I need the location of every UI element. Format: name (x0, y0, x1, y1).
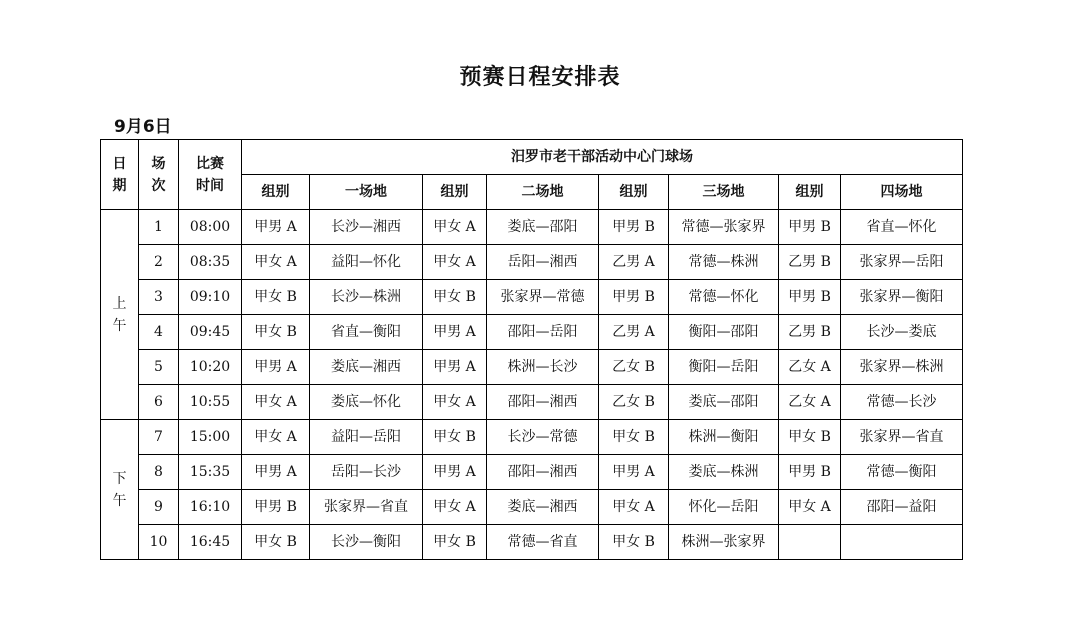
match-time: 16:45 (179, 525, 242, 560)
match-number: 9 (139, 490, 179, 525)
matchup-cell: 株洲—长沙 (487, 350, 599, 385)
matchup-cell: 张家界—岳阳 (841, 245, 963, 280)
header-group: 组别 (779, 175, 841, 210)
match-time: 09:45 (179, 315, 242, 350)
group-cell: 甲女 A (242, 420, 310, 455)
matchup-cell: 怀化—岳阳 (669, 490, 779, 525)
matchup-cell: 常德—张家界 (669, 210, 779, 245)
table-row (101, 245, 963, 280)
header-court: 二场地 (487, 175, 599, 210)
matchup-cell: 张家界—衡阳 (841, 280, 963, 315)
match-time: 08:00 (179, 210, 242, 245)
matchup-cell: 衡阳—岳阳 (669, 350, 779, 385)
header-court: 四场地 (841, 175, 963, 210)
table-row (101, 315, 963, 350)
matchup-cell: 邵阳—岳阳 (487, 315, 599, 350)
table-row (101, 490, 963, 525)
matchup-cell: 长沙—株洲 (310, 280, 423, 315)
header-court: 一场地 (310, 175, 423, 210)
match-number: 8 (139, 455, 179, 490)
matchup-cell: 长沙—常德 (487, 420, 599, 455)
match-number: 6 (139, 385, 179, 420)
match-time: 08:35 (179, 245, 242, 280)
group-cell: 甲男 B (242, 490, 310, 525)
header-group: 组别 (242, 175, 310, 210)
matchup-cell: 省直—衡阳 (310, 315, 423, 350)
group-cell: 甲女 A (242, 245, 310, 280)
matchup-cell: 娄底—邵阳 (487, 210, 599, 245)
session-label: 上 午 (101, 210, 139, 420)
table-row (101, 210, 963, 245)
header-row-1 (101, 140, 963, 175)
schedule-date: 9月6日 (114, 117, 172, 137)
matchup-cell: 娄底—怀化 (310, 385, 423, 420)
group-cell: 甲女 A (423, 210, 487, 245)
group-cell: 甲女 B (599, 420, 669, 455)
header-match-number: 场 次 (139, 140, 179, 210)
matchup-cell: 娄底—湘西 (310, 350, 423, 385)
group-cell: 甲女 A (423, 245, 487, 280)
matchup-cell: 株洲—张家界 (669, 525, 779, 560)
group-cell: 乙男 A (599, 315, 669, 350)
group-cell: 甲女 B (242, 315, 310, 350)
matchup-cell: 株洲—衡阳 (669, 420, 779, 455)
group-cell: 乙女 A (779, 385, 841, 420)
session-label: 下 午 (101, 420, 139, 560)
matchup-cell: 邵阳—湘西 (487, 455, 599, 490)
match-number: 2 (139, 245, 179, 280)
table-row (101, 420, 963, 455)
matchup-cell: 张家界—省直 (310, 490, 423, 525)
match-time: 10:20 (179, 350, 242, 385)
header-date: 日 期 (101, 140, 139, 210)
group-cell: 甲男 B (779, 455, 841, 490)
group-cell: 甲女 B (423, 280, 487, 315)
group-cell: 甲女 B (423, 525, 487, 560)
matchup-cell: 常德—怀化 (669, 280, 779, 315)
page-title: 预赛日程安排表 (459, 65, 621, 90)
group-cell: 甲女 B (779, 420, 841, 455)
group-cell (779, 525, 841, 560)
matchup-cell: 岳阳—湘西 (487, 245, 599, 280)
group-cell: 甲男 B (779, 210, 841, 245)
matchup-cell: 益阳—怀化 (310, 245, 423, 280)
matchup-cell: 张家界—常德 (487, 280, 599, 315)
table-row (101, 455, 963, 490)
header-group: 组别 (423, 175, 487, 210)
group-cell: 甲男 A (242, 350, 310, 385)
matchup-cell: 邵阳—湘西 (487, 385, 599, 420)
matchup-cell: 常德—长沙 (841, 385, 963, 420)
schedule-table (100, 139, 963, 560)
group-cell: 甲男 A (423, 350, 487, 385)
group-cell: 甲女 B (242, 525, 310, 560)
matchup-cell: 省直—怀化 (841, 210, 963, 245)
matchup-cell: 益阳—岳阳 (310, 420, 423, 455)
matchup-cell: 邵阳—益阳 (841, 490, 963, 525)
group-cell: 乙女 A (779, 350, 841, 385)
match-time: 10:55 (179, 385, 242, 420)
group-cell: 乙男 A (599, 245, 669, 280)
group-cell: 甲女 B (242, 280, 310, 315)
group-cell: 甲男 A (423, 455, 487, 490)
table-row (101, 350, 963, 385)
match-time: 15:35 (179, 455, 242, 490)
match-number: 3 (139, 280, 179, 315)
group-cell: 乙女 B (599, 350, 669, 385)
group-cell: 乙男 B (779, 245, 841, 280)
matchup-cell: 长沙—湘西 (310, 210, 423, 245)
group-cell: 甲女 B (423, 420, 487, 455)
group-cell: 乙女 B (599, 385, 669, 420)
match-number: 4 (139, 315, 179, 350)
matchup-cell: 长沙—娄底 (841, 315, 963, 350)
group-cell: 甲男 A (242, 455, 310, 490)
matchup-cell: 娄底—湘西 (487, 490, 599, 525)
matchup-cell: 长沙—衡阳 (310, 525, 423, 560)
header-court: 三场地 (669, 175, 779, 210)
matchup-cell: 娄底—邵阳 (669, 385, 779, 420)
match-number: 7 (139, 420, 179, 455)
matchup-cell: 常德—省直 (487, 525, 599, 560)
matchup-cell (841, 525, 963, 560)
matchup-cell: 娄底—株洲 (669, 455, 779, 490)
match-time: 09:10 (179, 280, 242, 315)
group-cell: 甲女 A (423, 385, 487, 420)
match-time: 16:10 (179, 490, 242, 525)
matchup-cell: 衡阳—邵阳 (669, 315, 779, 350)
match-number: 5 (139, 350, 179, 385)
group-cell: 甲男 B (599, 210, 669, 245)
matchup-cell: 常德—衡阳 (841, 455, 963, 490)
group-cell: 甲男 A (423, 315, 487, 350)
group-cell: 甲男 A (242, 210, 310, 245)
matchup-cell: 张家界—省直 (841, 420, 963, 455)
matchup-cell: 岳阳—长沙 (310, 455, 423, 490)
group-cell: 甲女 A (242, 385, 310, 420)
match-number: 1 (139, 210, 179, 245)
match-number: 10 (139, 525, 179, 560)
matchup-cell: 常德—株洲 (669, 245, 779, 280)
group-cell: 甲男 B (599, 280, 669, 315)
group-cell: 甲女 A (779, 490, 841, 525)
group-cell: 乙男 B (779, 315, 841, 350)
group-cell: 甲女 A (423, 490, 487, 525)
header-venue: 汨罗市老干部活动中心门球场 (242, 140, 963, 175)
table-row (101, 280, 963, 315)
group-cell: 甲女 A (599, 490, 669, 525)
header-match-time: 比赛 时间 (179, 140, 242, 210)
group-cell: 甲男 A (599, 455, 669, 490)
header-group: 组别 (599, 175, 669, 210)
group-cell: 甲男 B (779, 280, 841, 315)
table-row (101, 525, 963, 560)
match-time: 15:00 (179, 420, 242, 455)
table-row (101, 385, 963, 420)
group-cell: 甲女 B (599, 525, 669, 560)
matchup-cell: 张家界—株洲 (841, 350, 963, 385)
